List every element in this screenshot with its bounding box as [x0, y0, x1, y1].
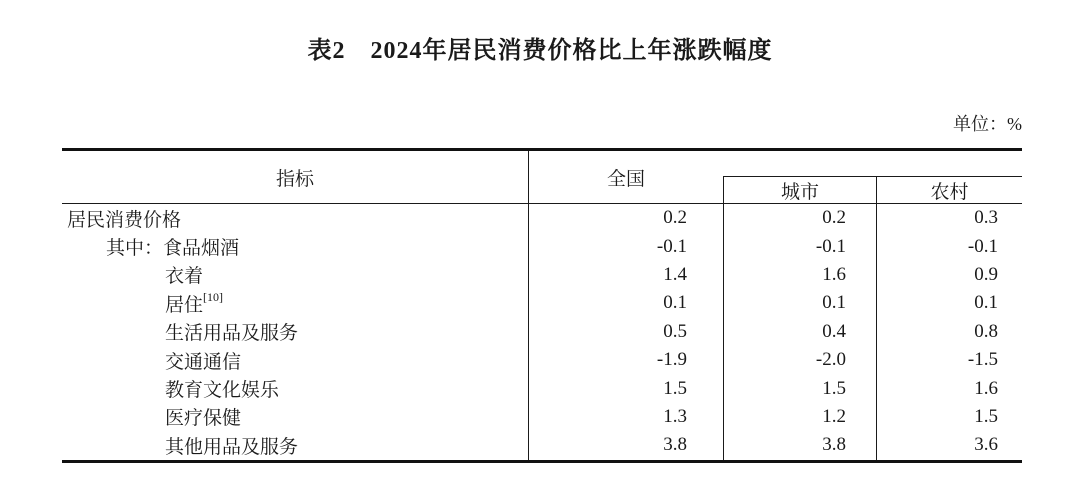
value-rural: 1.6 [876, 374, 1022, 402]
table-header-row [62, 151, 1022, 204]
table-row [62, 318, 1022, 346]
value-national: 0.1 [528, 289, 723, 317]
row-label-cell [62, 318, 528, 346]
value-city: 1.2 [723, 403, 876, 431]
row-label-cell [62, 403, 528, 431]
row-label-cell [62, 232, 528, 260]
row-label-cell [62, 346, 528, 374]
value-city: -2.0 [723, 346, 876, 374]
row-label-cell [62, 204, 528, 232]
value-rural: 0.1 [876, 289, 1022, 317]
unit-label: 单位：% [953, 114, 1022, 134]
header-city: 城市 [723, 177, 876, 203]
table-row [62, 204, 1022, 232]
table-title: 表2 2024年居民消费价格比上年涨跌幅度 [307, 38, 773, 64]
value-national: 3.8 [528, 431, 723, 459]
table-row [62, 431, 1022, 459]
row-label: 交通通信 [165, 351, 242, 373]
value-city: -0.1 [723, 232, 876, 260]
value-city: 1.5 [723, 374, 876, 402]
value-city: 0.1 [723, 289, 876, 317]
row-label: 居住 [165, 294, 204, 316]
header-rural: 农村 [876, 177, 1022, 203]
value-national: 1.4 [528, 261, 723, 289]
value-national: 1.3 [528, 403, 723, 431]
table-row [62, 374, 1022, 402]
value-rural: 1.5 [876, 403, 1022, 431]
header-subgroup [723, 176, 1022, 203]
value-rural: -1.5 [876, 346, 1022, 374]
row-label: 医疗保健 [165, 408, 242, 430]
row-label-cell [62, 374, 528, 402]
value-rural: -0.1 [876, 232, 1022, 260]
row-label-cell [62, 431, 528, 459]
value-rural: 3.6 [876, 431, 1022, 459]
table-row [62, 346, 1022, 374]
table-row [62, 289, 1022, 317]
row-label-cell [62, 261, 528, 289]
value-rural: 0.3 [876, 204, 1022, 232]
value-national: 0.5 [528, 318, 723, 346]
value-city: 0.2 [723, 204, 876, 232]
value-rural: 0.8 [876, 318, 1022, 346]
table-row [62, 232, 1022, 260]
value-national: 0.2 [528, 204, 723, 232]
row-prefix: 其中： [106, 238, 164, 260]
row-label: 食品烟酒 [163, 238, 240, 260]
value-national: -1.9 [528, 346, 723, 374]
value-rural: 0.9 [876, 261, 1022, 289]
value-city: 0.4 [723, 318, 876, 346]
header-indicator: 指标 [275, 168, 314, 190]
table-row [62, 403, 1022, 431]
row-label: 教育文化娱乐 [165, 380, 280, 402]
value-national: -0.1 [528, 232, 723, 260]
value-national: 1.5 [528, 374, 723, 402]
row-label-cell: 居住 [10] [165, 290, 224, 316]
value-city: 3.8 [723, 431, 876, 459]
row-label: 生活用品及服务 [165, 323, 299, 345]
row-label: 衣着 [165, 266, 204, 288]
row-label: 其他用品及服务 [165, 436, 299, 458]
row-label: 居民消费价格 [67, 209, 182, 231]
header-national: 全国 [528, 151, 723, 203]
cpi-table [62, 148, 1022, 463]
table-body [62, 204, 1022, 460]
value-city: 1.6 [723, 261, 876, 289]
table-row [62, 261, 1022, 289]
